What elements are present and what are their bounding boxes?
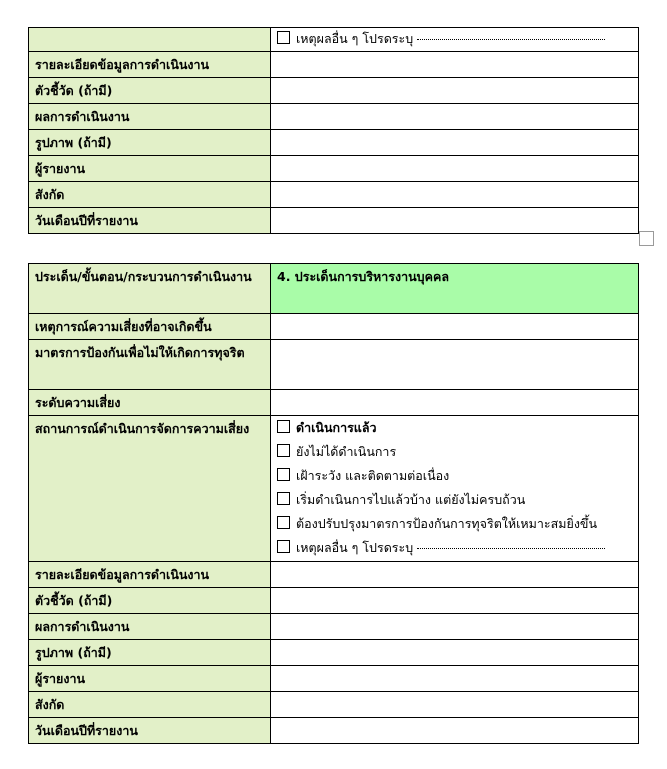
risk-event-value[interactable] [271,314,639,340]
status-option-done[interactable] [277,416,632,440]
option-label: ดำเนินการแล้ว [296,420,377,435]
affiliation-value[interactable] [271,692,639,718]
row-label-details: รายละเอียดข้อมูลการดำเนินงาน [29,562,271,588]
table-row [29,52,639,78]
checkbox-icon[interactable] [277,31,290,44]
details-value[interactable] [271,52,639,78]
dotted-fill-line [417,548,605,549]
table-row [29,666,639,692]
table-row [29,692,639,718]
top-report-table [28,27,639,234]
status-option-other[interactable] [277,536,632,560]
table-row [29,28,639,52]
table-row [29,156,639,182]
issue-title: 4. ประเด็นการบริหารงานบุคคล [271,264,639,314]
option-label: เฝ้าระวัง และติดตามต่อเนื่อง [296,468,450,483]
row-label-photo: รูปภาพ (ถ้ามี) [29,640,271,666]
table-row [29,130,639,156]
reporter-value[interactable] [271,666,639,692]
table-row [29,588,639,614]
checkbox-icon[interactable] [277,420,290,433]
row-label-risk-event: เหตุการณ์ความเสี่ยงที่อาจเกิดขึ้น [29,314,271,340]
status-option-monitoring[interactable] [277,464,632,488]
row-label-indicator: ตัวชี้วัด (ถ้ามี) [29,588,271,614]
table-row [29,390,639,416]
row-label-photo: รูปภาพ (ถ้ามี) [29,130,271,156]
row-label-issue: ประเด็น/ขั้นตอน/กระบวนการดำเนินงาน [29,264,271,314]
row-label-status: สถานการณ์ดำเนินการจัดการความเสี่ยง [29,416,271,562]
report-date-value[interactable] [271,208,639,234]
table-row [29,416,639,562]
status-option-improve[interactable] [277,512,632,536]
option-label: ต้องปรับปรุงมาตรการป้องกันการทุจริตให้เหมาะสมยิ่งขึ้น [296,516,598,531]
report-date-value[interactable] [271,718,639,744]
option-label: ยังไม่ได้ดำเนินการ [296,444,397,459]
status-option-not-done[interactable] [277,440,632,464]
option-label: เหตุผลอื่น ๆ โปรดระบุ [296,31,414,46]
table-end-marker-icon [639,231,654,246]
indicator-value[interactable] [271,78,639,104]
checkbox-icon[interactable] [277,468,290,481]
table-row [29,208,639,234]
table-row [29,78,639,104]
status-options [271,416,639,562]
row-label-result: ผลการดำเนินงาน [29,104,271,130]
indicator-value[interactable] [271,588,639,614]
row-label-report-date: วันเดือนปีที่รายงาน [29,208,271,234]
table-row [29,562,639,588]
dotted-fill-line [417,39,605,40]
row-label-report-date: วันเดือนปีที่รายงาน [29,718,271,744]
row-label-indicator: ตัวชี้วัด (ถ้ามี) [29,78,271,104]
checkbox-icon[interactable] [277,516,290,529]
table-row [29,104,639,130]
row-label-affiliation: สังกัด [29,182,271,208]
option-label: เริ่มดำเนินการไปแล้วบ้าง แต่ยังไม่ครบถ้วน [296,492,526,507]
table-row [29,182,639,208]
photo-value[interactable] [271,640,639,666]
photo-value[interactable] [271,130,639,156]
result-value[interactable] [271,614,639,640]
table-row [29,718,639,744]
row-label-reporter: ผู้รายงาน [29,666,271,692]
table-row [29,264,639,314]
row-label-risk-level: ระดับความเสี่ยง [29,390,271,416]
checkbox-icon[interactable] [277,540,290,553]
status-option-other[interactable] [271,28,639,52]
result-value[interactable] [271,104,639,130]
checkbox-icon[interactable] [277,492,290,505]
table-row [29,640,639,666]
risk-level-value[interactable] [271,390,639,416]
table-row [29,340,639,390]
table-row [29,314,639,340]
prevention-value[interactable] [271,340,639,390]
row-label-prevention: มาตรการป้องกันเพื่อไม่ให้เกิดการทุจริต [29,340,271,390]
row-label-details: รายละเอียดข้อมูลการดำเนินงาน [29,52,271,78]
row-label-affiliation: สังกัด [29,692,271,718]
option-label: เหตุผลอื่น ๆ โปรดระบุ [296,540,414,555]
empty-label-cell [29,28,271,52]
affiliation-value[interactable] [271,182,639,208]
details-value[interactable] [271,562,639,588]
checkbox-icon[interactable] [277,444,290,457]
reporter-value[interactable] [271,156,639,182]
row-label-reporter: ผู้รายงาน [29,156,271,182]
risk-report-table [28,263,639,744]
table-row [29,614,639,640]
row-label-result: ผลการดำเนินงาน [29,614,271,640]
status-option-partial[interactable] [277,488,632,512]
